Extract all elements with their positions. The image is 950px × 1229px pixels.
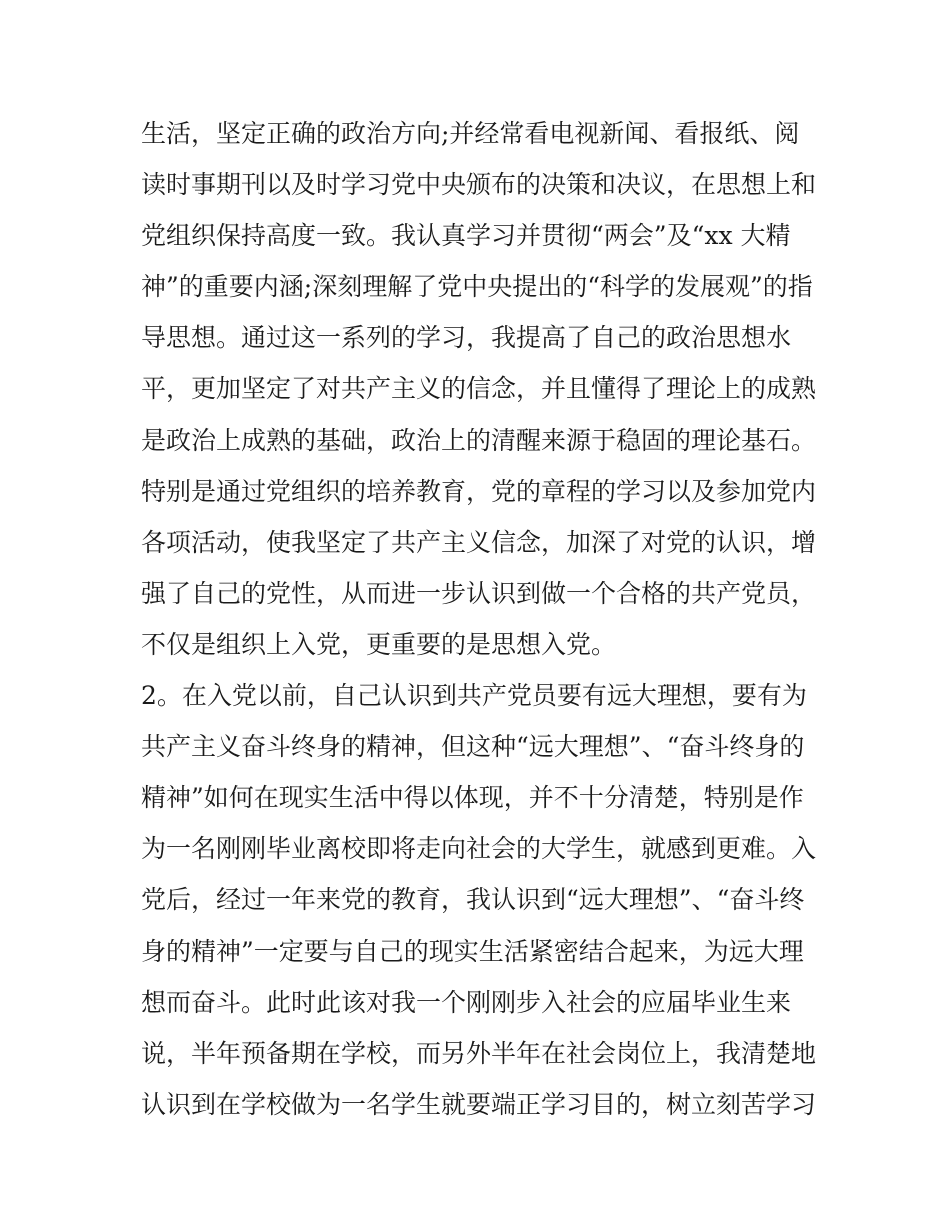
text-line: 说，半年预备期在学校，而另外半年在社会岗位上，我清楚地 (141, 1038, 817, 1068)
text-line: 是政治上成熟的基础，政治上的清醒来源于稳固的理论基石。 (141, 425, 817, 455)
text-line: 平，更加坚定了对共产主义的信念，并且懂得了理论上的成熟 (141, 374, 817, 404)
text-line: 导思想。通过这一系列的学习，我提高了自己的政治思想水 (141, 323, 792, 353)
text-line: 精神”如何在现实生活中得以体现，并不十分清楚，特别是作 (141, 783, 804, 813)
text-line: 党后，经过一年来党的教育，我认识到“远大理想”、“奋斗终 (141, 885, 805, 915)
text-line: 为一名刚刚毕业离校即将走向社会的大学生，就感到更难。入 (141, 834, 817, 864)
text-line: 各项活动，使我坚定了共产主义信念，加深了对党的认识，增 (141, 527, 817, 557)
text-line: 特别是通过党组织的培养教育，党的章程的学习以及参加党内 (141, 476, 817, 506)
text-line: 身的精神”一定要与自己的现实生活紧密结合起来，为远大理 (141, 936, 804, 966)
text-line: 共产主义奋斗终身的精神，但这种“远大理想”、“奋斗终身的 (141, 732, 805, 762)
text-line: 不仅是组织上入党，更重要的是思想入党。 (141, 629, 617, 659)
text-line: 生活，坚定正确的政治方向;并经常看电视新闻、看报纸、阅 (141, 119, 800, 148)
text-line: 2。在入党以前，自己认识到共产党员要有远大理想，要有为 (141, 681, 807, 711)
body-text (141, 108, 821, 1130)
text-line: 党组织保持高度一致。我认真学习并贯彻“两会”及“xx 大精 (141, 221, 791, 251)
text-line: 读时事期刊以及时学习党中央颁布的决策和决议，在思想上和 (141, 170, 817, 200)
text-line: 神”的重要内涵;深刻理解了党中央提出的“科学的发展观”的指 (141, 272, 813, 302)
text-line: 强了自己的党性，从而进一步认识到做一个合格的共产党员， (141, 578, 817, 608)
text-line: 想而奋斗。此时此该对我一个刚刚步入社会的应届毕业生来 (141, 987, 792, 1017)
text-line: 认识到在学校做为一名学生就要端正学习目的，树立刻苦学习 (141, 1089, 817, 1119)
